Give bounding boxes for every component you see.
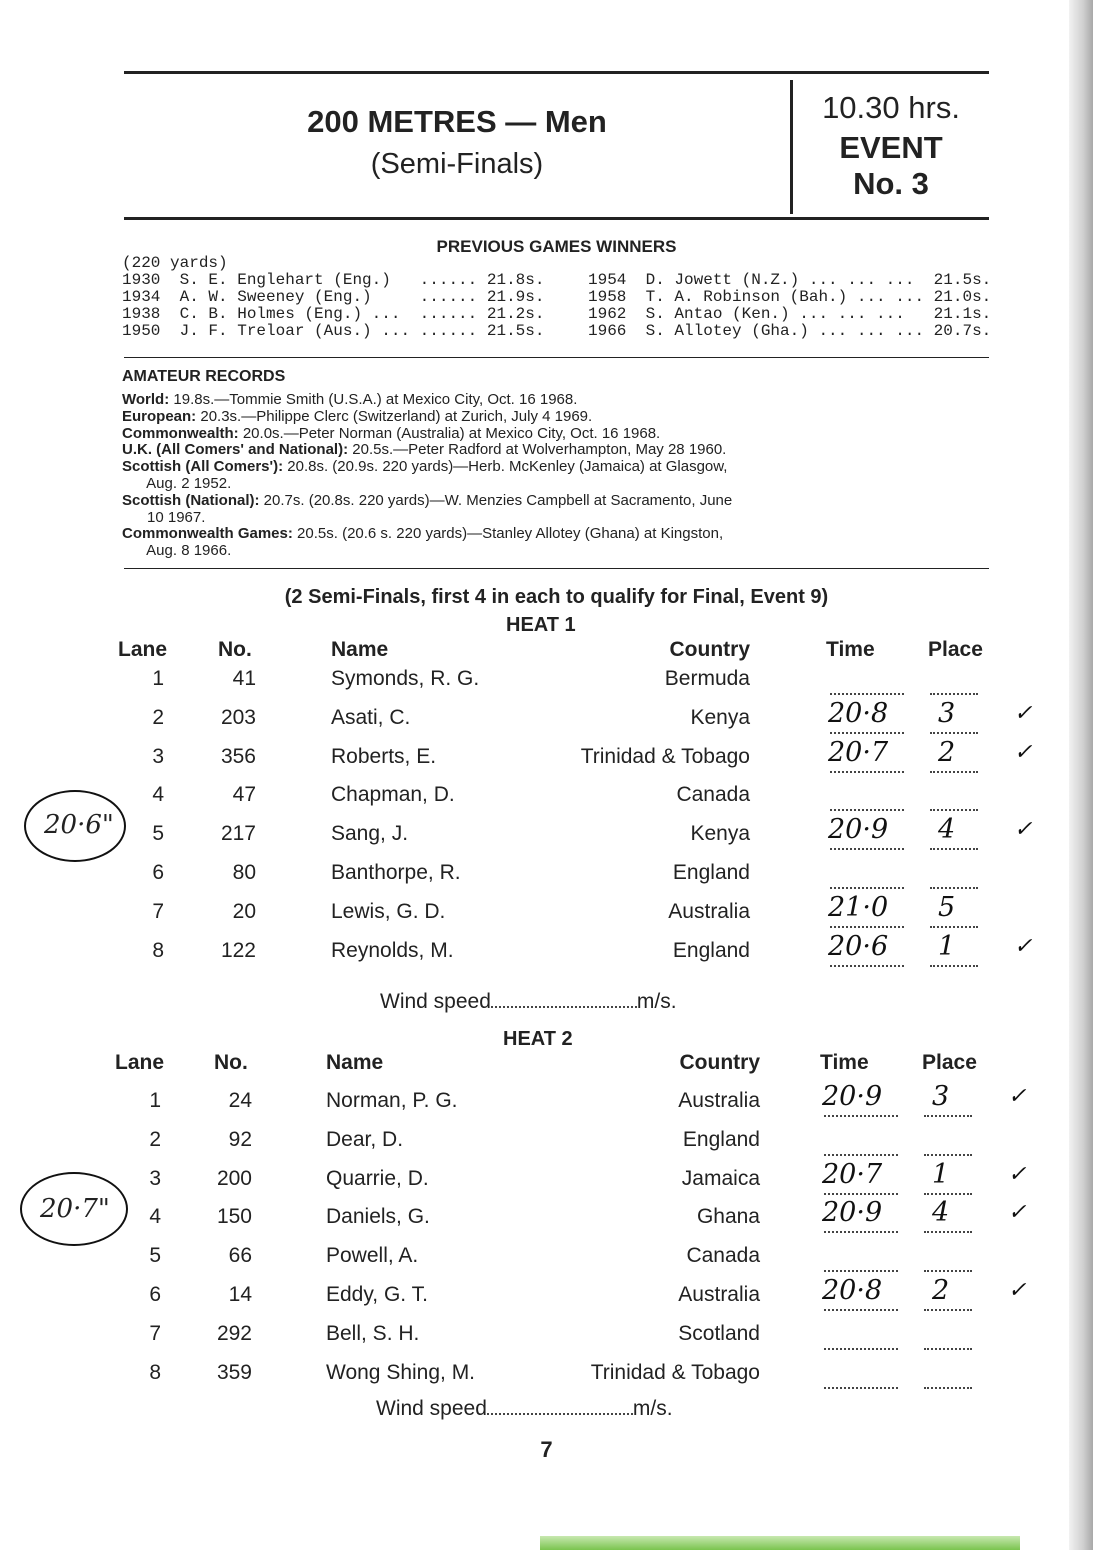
record-label: Commonwealth Games:: [122, 525, 293, 543]
heat-title: HEAT 2: [503, 1028, 573, 1050]
athlete-name: Eddy, G. T.: [326, 1283, 428, 1306]
handwritten-place: 3: [938, 697, 956, 729]
col-name-header: Name: [326, 1051, 384, 1074]
bib-number: 122: [220, 938, 256, 962]
check-mark: ✓: [1008, 1277, 1027, 1302]
bib-number: 356: [220, 744, 256, 768]
lane-number: 1: [149, 1089, 161, 1112]
lane-number: 2: [149, 1127, 161, 1151]
wind-blank: [491, 1006, 637, 1008]
time-blank: [824, 1231, 898, 1233]
handwritten-place: 4: [932, 1197, 950, 1229]
handwritten-time: 20·6: [828, 930, 889, 962]
record-text: 20.3s.—Philippe Clerc (Switzerland) at Zurich, July 4 1969.: [196, 407, 593, 425]
records-heading: AMATEUR RECORDS: [122, 368, 286, 385]
heat-title: HEAT 1: [506, 614, 576, 636]
place-blank: [924, 1348, 972, 1350]
col-place-header: Place: [928, 638, 983, 661]
lane-number: 6: [152, 861, 164, 884]
record-text: 19.8s.—Tommie Smith (U.S.A.) at Mexico City, Oct. 16 1968.: [169, 391, 578, 408]
time-blank: [830, 693, 904, 695]
time-blank: [824, 1387, 898, 1389]
bib-number: 14: [228, 1283, 252, 1306]
page-edge-shadow: [1069, 0, 1093, 1550]
athlete-country: Canada: [676, 783, 750, 807]
margin-note-text: 20·6": [44, 810, 114, 840]
lane-number: 7: [149, 1321, 161, 1345]
record-text: 10 1967.: [122, 508, 206, 526]
record-label: Scottish (National):: [122, 491, 260, 509]
wind-unit: m/s.: [636, 990, 677, 1013]
bib-number: 66: [228, 1244, 252, 1268]
record-text: 20.5s. (20.6 s. 220 yards)—Stanley Allotey (Ghana) at Kingston,: [292, 525, 724, 543]
yards-note: (220 yards): [122, 254, 228, 272]
athlete-country: Scotland: [678, 1321, 760, 1345]
athlete-country: Ghana: [696, 1205, 760, 1229]
col-no-header: No.: [218, 638, 252, 661]
lane-number: 5: [152, 822, 164, 846]
bib-number: 150: [216, 1205, 252, 1229]
event-title: 200 METRES — Men: [307, 104, 607, 139]
record-text: 20.7s. (20.8s. 220 yards)—W. Menzies Campbell at Sacramento, June: [259, 491, 733, 509]
handwritten-time: 20·7: [822, 1158, 883, 1190]
athlete-country: Kenya: [690, 822, 750, 846]
time-blank: [824, 1348, 898, 1350]
record-label: European:: [122, 407, 197, 425]
check-mark: ✓: [1008, 1083, 1027, 1108]
circled-margin-note: [24, 790, 126, 862]
time-blank: [824, 1270, 898, 1272]
athlete-country: Kenya: [690, 705, 750, 729]
winner-line: 1958 T. A. Robinson (Bah.) ... ... 21.0s.: [588, 288, 992, 306]
record-label: U.K. (All Comers' and National):: [122, 441, 349, 459]
record-text: 20.0s.—Peter Norman (Australia) at Mexico City, Oct. 16 1968.: [238, 424, 661, 442]
athlete-country: Australia: [678, 1089, 760, 1112]
athlete-name: Roberts, E.: [331, 744, 437, 768]
place-blank: [930, 809, 978, 811]
col-country-header: Country: [669, 638, 750, 661]
athlete-country: Trinidad & Tobago: [590, 1360, 760, 1384]
bib-number: 80: [232, 861, 256, 884]
handwritten-time: 20·9: [822, 1197, 883, 1229]
time-blank: [830, 848, 904, 850]
bib-number: 47: [232, 783, 256, 807]
page-number: 7: [540, 1437, 553, 1462]
handwritten-place: 1: [932, 1158, 950, 1190]
bib-number: 200: [216, 1166, 252, 1190]
col-lane-header: Lane: [118, 638, 168, 661]
record-line: [122, 543, 231, 559]
check-mark: ✓: [1014, 816, 1033, 842]
time-blank: [830, 809, 904, 811]
athlete-name: Chapman, D.: [331, 783, 455, 807]
record-line: [122, 476, 231, 492]
green-cover-edge: [540, 1536, 1020, 1550]
wind-label: Wind speed: [376, 1397, 487, 1420]
athlete-name: Daniels, G.: [326, 1205, 430, 1229]
lane-number: 5: [149, 1244, 161, 1268]
handwritten-time: 21·0: [828, 891, 889, 923]
check-mark: ✓: [1014, 699, 1033, 725]
athlete-name: Asati, C.: [331, 705, 411, 729]
event-number: No. 3: [853, 166, 929, 201]
time-blank: [824, 1115, 898, 1117]
circled-margin-note: [20, 1172, 128, 1246]
handwritten-place: 1: [938, 930, 956, 962]
place-blank: [930, 887, 978, 889]
check-mark: ✓: [1008, 1199, 1027, 1225]
bib-number: 359: [216, 1360, 252, 1384]
record-line: [122, 392, 577, 408]
place-blank: [930, 926, 978, 928]
lane-number: 3: [152, 744, 164, 768]
record-label: Commonwealth:: [122, 424, 239, 442]
place-blank: [930, 693, 978, 695]
wind-speed-line: [380, 990, 677, 1014]
record-text: 20.8s. (20.9s. 220 yards)—Herb. McKenley (Jamaica) at Glasgow,: [283, 458, 728, 476]
athlete-name: Reynolds, M.: [331, 938, 454, 962]
time-blank: [824, 1309, 898, 1311]
place-blank: [924, 1270, 972, 1272]
time-blank: [830, 965, 904, 967]
place-blank: [930, 771, 978, 773]
winners-rule: [124, 357, 989, 358]
place-blank: [924, 1115, 972, 1117]
handwritten-place: 5: [938, 891, 956, 923]
col-country-header: Country: [679, 1051, 760, 1074]
handwritten-time: 20·9: [822, 1081, 883, 1112]
winner-line: 1954 D. Jowett (N.Z.) ... ... ... 21.5s.: [588, 271, 992, 289]
time-blank: [824, 1154, 898, 1156]
lane-number: 8: [152, 938, 164, 962]
time-blank: [830, 887, 904, 889]
time-blank: [830, 732, 904, 734]
record-label: Scottish (All Comers'):: [122, 458, 284, 476]
place-blank: [930, 965, 978, 967]
record-text: Aug. 2 1952.: [122, 475, 232, 492]
athlete-name: Bell, S. H.: [326, 1321, 420, 1345]
record-line: [122, 510, 205, 526]
athlete-name: Lewis, G. D.: [331, 899, 446, 923]
athlete-country: England: [672, 861, 750, 884]
event-label: EVENT: [839, 130, 943, 165]
winner-line: 1938 C. B. Holmes (Eng.) ... ...... 21.2s.: [122, 305, 545, 323]
lane-number: 2: [152, 705, 164, 729]
record-line: [122, 459, 727, 475]
check-mark: ✓: [1014, 738, 1033, 764]
lane-number: 4: [152, 783, 164, 807]
bib-number: 292: [216, 1321, 252, 1345]
winner-line: 1962 S. Antao (Ken.) ... ... ... 21.1s.: [588, 305, 992, 323]
winner-line: 1950 J. F. Treloar (Aus.) ... ...... 21.5s.: [122, 322, 545, 340]
winner-line: 1934 A. W. Sweeney (Eng.) ...... 21.9s.: [122, 288, 545, 306]
athlete-name: Dear, D.: [326, 1127, 404, 1151]
bib-number: 92: [228, 1127, 252, 1151]
place-blank: [930, 848, 978, 850]
athlete-name: Norman, P. G.: [326, 1089, 458, 1112]
athlete-country: Australia: [668, 899, 750, 923]
athlete-country: England: [672, 938, 750, 962]
record-label: World:: [122, 391, 170, 408]
handwritten-time: 20·9: [828, 814, 889, 846]
place-blank: [924, 1309, 972, 1311]
col-time-header: Time: [826, 638, 875, 661]
place-blank: [924, 1154, 972, 1156]
athlete-country: England: [682, 1127, 760, 1151]
handwritten-time: 20·8: [828, 697, 889, 729]
margin-note-text: 20·7": [40, 1194, 110, 1224]
bib-number: 20: [232, 899, 256, 923]
handwritten-place: 2: [932, 1275, 950, 1306]
place-blank: [924, 1231, 972, 1233]
handwritten-place: 3: [932, 1081, 950, 1112]
bib-number: 24: [228, 1089, 252, 1112]
record-line: [122, 409, 592, 425]
bib-number: 203: [220, 705, 256, 729]
athlete-country: Jamaica: [681, 1166, 760, 1190]
record-line: [122, 526, 723, 542]
winner-line: 1966 S. Allotey (Gha.) ... ... ... 20.7s.: [588, 322, 992, 340]
athlete-name: Powell, A.: [326, 1244, 419, 1268]
winner-line: 1930 S. E. Englehart (Eng.) ...... 21.8s.: [122, 271, 545, 289]
col-no-header: No.: [214, 1051, 248, 1074]
qualify-note: (2 Semi-Finals, first 4 in each to qualify for Final, Event 9): [284, 586, 829, 608]
check-mark: ✓: [1008, 1160, 1027, 1186]
lane-number: 4: [149, 1205, 161, 1229]
athlete-country: Australia: [678, 1283, 760, 1306]
col-lane-header: Lane: [115, 1051, 165, 1074]
bib-number: 217: [220, 822, 256, 846]
time-blank: [824, 1193, 898, 1195]
record-line: [122, 426, 660, 442]
col-name-header: Name: [331, 638, 389, 661]
time-blank: [830, 926, 904, 928]
record-text: Aug. 8 1966.: [122, 542, 232, 560]
handwritten-time: 20·7: [828, 736, 889, 768]
header-bottom-rule: [124, 217, 989, 220]
athlete-country: Bermuda: [664, 667, 750, 690]
athlete-country: Canada: [686, 1244, 760, 1268]
lane-number: 3: [149, 1166, 161, 1190]
athlete-name: Banthorpe, R.: [331, 861, 461, 884]
athlete-name: Symonds, R. G.: [331, 667, 480, 690]
wind-unit: m/s.: [632, 1397, 673, 1420]
time-blank: [830, 771, 904, 773]
athlete-name: Quarrie, D.: [326, 1166, 429, 1190]
col-place-header: Place: [922, 1051, 977, 1074]
wind-speed-line: [376, 1397, 673, 1421]
record-line: [122, 442, 726, 458]
lane-number: 8: [149, 1360, 161, 1384]
previous-winners-heading: PREVIOUS GAMES WINNERS: [436, 237, 677, 256]
top-rule: [124, 71, 989, 74]
wind-blank: [487, 1413, 633, 1415]
records-rule: [124, 568, 989, 569]
record-line: [122, 493, 732, 509]
place-blank: [924, 1387, 972, 1389]
event-time: 10.30 hrs.: [822, 90, 960, 125]
place-blank: [930, 732, 978, 734]
record-text: 20.5s.—Peter Radford at Wolverhampton, May 28 1960.: [348, 441, 727, 459]
lane-number: 7: [152, 899, 164, 923]
lane-number: 6: [149, 1283, 161, 1306]
place-blank: [924, 1193, 972, 1195]
handwritten-time: 20·8: [822, 1275, 883, 1306]
athlete-country: Trinidad & Tobago: [580, 744, 750, 768]
athlete-name: Sang, J.: [331, 822, 409, 846]
check-mark: ✓: [1014, 932, 1033, 958]
wind-label: Wind speed: [380, 990, 491, 1013]
handwritten-place: 2: [938, 736, 956, 768]
athlete-name: Wong Shing, M.: [326, 1360, 476, 1384]
lane-number: 1: [152, 667, 164, 690]
col-time-header: Time: [820, 1051, 869, 1074]
event-subtitle: (Semi-Finals): [370, 148, 544, 180]
bib-number: 41: [232, 667, 256, 690]
handwritten-place: 4: [938, 814, 956, 846]
